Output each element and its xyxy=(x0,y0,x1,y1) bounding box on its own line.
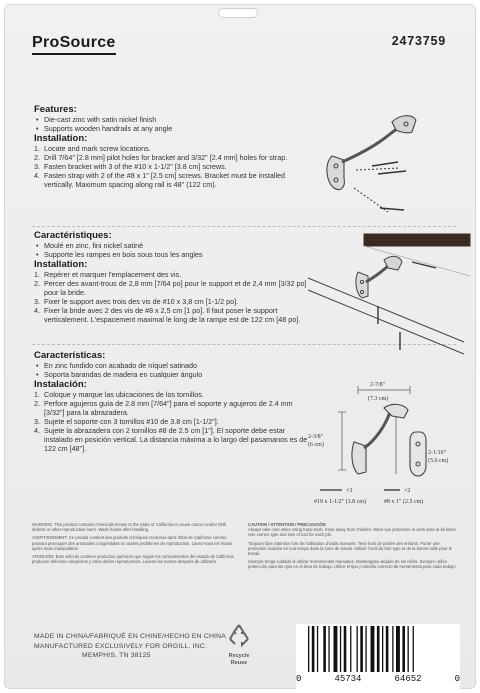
caution-fr: Toujours faire attention lors de l'utilisation d'outils manuels. Tenir hors de portée des enfants. Porter une protection oculaire en tout temps dans la zone de travail. Utiliser l'outil du bon type et de la bonne taille pour le travail. xyxy=(248,540,453,557)
install-step: 1. Repérer et marquer l'emplacement des vis. xyxy=(34,270,182,279)
warning-fr: AVERTISSEMENT: Ce produit contient des produits chimiques reconnus dans l'État de Californie comme pouvant provoquer des anomalies congénitales ou autres problèmes de reproduction. Lavez-vous les mains après toute manipulation. xyxy=(32,535,232,551)
caution-en: Always take care when using hand tools. Keep away from children. Wear eye protection in work area at all times. Use correct type and size of tool for each job. xyxy=(248,527,457,538)
features-heading-es: Características: xyxy=(34,350,106,361)
install-step: 1. Coloque y marque las ubicaciones de los tornillos. xyxy=(34,390,204,399)
install-step: 4. Fixer la bride avec 2 des vis de #8 x 2,5 cm [1 po]. Il faut poser le support verticalement. L'espacement maximal le long de la rampe est de 122 cm [48 po]. xyxy=(34,306,301,324)
install-heading-es: Instalación: xyxy=(34,379,87,390)
caution-heading: CAUTION / ATTENTION / PRECAUCIÓN xyxy=(248,522,326,527)
spanish-section xyxy=(34,350,312,453)
install-step: 3. Fixer le support avec trois des vis de #10 x 3,8 cm [1-1/2 po]. xyxy=(34,297,239,306)
manufactured-label: MANUFACTURED EXCLUSIVELY FOR ORGILL, INC. xyxy=(34,642,207,650)
french-section xyxy=(34,230,312,324)
screw2-qty: ×2 xyxy=(404,488,411,494)
hang-hole xyxy=(218,8,258,18)
feature-item: • Soporta barandas de madera en cualquier ángulo xyxy=(34,370,312,379)
footer-text xyxy=(34,632,226,661)
barcode-digit: 64652 xyxy=(394,674,422,684)
recycle-label: Recycle xyxy=(228,653,250,659)
feature-item: • En zinc fundido con acabado de níquel satinado xyxy=(34,361,312,370)
install-step: 2. Drill 7/64" [2.8 mm] pilot holes for bracket and 3/32" [2.4 mm] holes for strap. xyxy=(34,153,288,162)
warning-es: ATENCIÓN: Este artículo contiene productos químicos que según los conocimientos del estado de California producen defectos congénitos y otros daños reproductivos. Lávese las manos después de utilizarlo. xyxy=(32,554,234,565)
bracket-illustration xyxy=(314,104,464,229)
made-in-label: MADE IN CHINA/FABRIQUÉ EN CHINE/HECHO EN CHINA xyxy=(34,633,226,640)
barcode-digit: 45734 xyxy=(334,674,362,684)
features-heading-en: Features: xyxy=(34,104,77,115)
feature-item: • Supports wooden handrails at any angle xyxy=(34,124,312,133)
install-step: 2. Percer des avant-trous de 2,8 mm [7/64 po] pour le support et de 2,4 mm [3/32 po] pour la bride. xyxy=(34,279,307,297)
caution-block xyxy=(248,522,458,570)
feature-item: • Moulé en zinc, fini nickel satiné xyxy=(34,241,312,250)
city-label: MEMPHIS, TN 38125 xyxy=(82,652,151,659)
warning-en: WARNING: This product contains chemicals known to the State of California to cause cancer and/or birth defects or other reproductive harm. Wash hands after handling. xyxy=(32,522,227,533)
brand-logo: ProSource xyxy=(32,34,116,55)
recycle-icon xyxy=(226,622,252,648)
barcode-digit: 0 xyxy=(454,674,460,684)
dim-width-metric: (7.3 cm) xyxy=(368,396,389,402)
install-step: 4. Fasten strap with 2 of the #8 x 1" [2.5 cm] screws. Bracket must be installed vertically. Maximum spacing along rail is 48" (122 cm). xyxy=(34,171,286,189)
dimension-drawing xyxy=(304,382,468,512)
features-heading-fr: Caractéristiques: xyxy=(34,230,112,241)
recycle-logo xyxy=(216,622,262,666)
packaging-card xyxy=(4,4,476,689)
screw1-label: #10 x 1-1/2" (3.8 cm) xyxy=(314,499,366,505)
install-step: 3. Sujete el soporte con 3 tornillos #10 de 3.8 cm [1-1/2"]. xyxy=(34,417,219,426)
screw2-label: #8 x 1" (2.5 cm) xyxy=(384,499,424,505)
install-step: 2. Perfore agujeros guía de 2.8 mm [7/64"] para el soporte y agujeros de 2.4 mm [3/32"] para la abrazadera. xyxy=(34,399,293,417)
barcode-bars xyxy=(296,626,460,674)
screw1-qty: ×3 xyxy=(346,488,353,494)
feature-item: • Die-cast zinc with satin nickel finish xyxy=(34,115,312,124)
dim-height-metric: (6 cm) xyxy=(308,442,324,448)
install-step: 3. Fasten bracket with 3 of the #10 x 1-1/2" [3.8 cm] screws. xyxy=(34,162,227,171)
feature-item: • Supporte les rampes en bois sous tous les angles xyxy=(34,250,312,259)
barcode xyxy=(296,624,460,689)
barcode-digit: 0 xyxy=(296,674,302,684)
sku-number: 2473759 xyxy=(391,34,446,48)
warning-block xyxy=(32,522,238,564)
installation-illustration xyxy=(304,232,474,362)
dim-strap-metric: (5.6 cm) xyxy=(428,458,449,464)
install-heading-fr: Installation: xyxy=(34,259,88,270)
english-section xyxy=(34,104,312,189)
dim-strap-label: 2-1/16" xyxy=(428,450,447,456)
caution-es: Siempre tenga cuidado al utilizar herramientas manuales. Manténgase alejado de los niños. Siempre utilice protección para los ojos en el área de trabajo. Utilice el tipo y tamaño correcto de herramienta para cada trabajo. xyxy=(248,559,457,570)
install-step: 4. Sujete la abrazadera con 2 tornillos #8 de 2.5 cm [1"]. El soporte debe estar instalado en posición vertical. La distancia máxima a lo largo del pasamanos es de 122 cm [48"]. xyxy=(34,426,308,453)
dim-width-label: 2-7/8" xyxy=(370,382,386,388)
dim-height-label: 2-3/8" xyxy=(308,434,324,440)
install-step: 1. Locate and mark screw locations. xyxy=(34,144,151,153)
install-heading-en: Installation: xyxy=(34,133,88,144)
reuse-label: Reuse xyxy=(230,659,248,666)
